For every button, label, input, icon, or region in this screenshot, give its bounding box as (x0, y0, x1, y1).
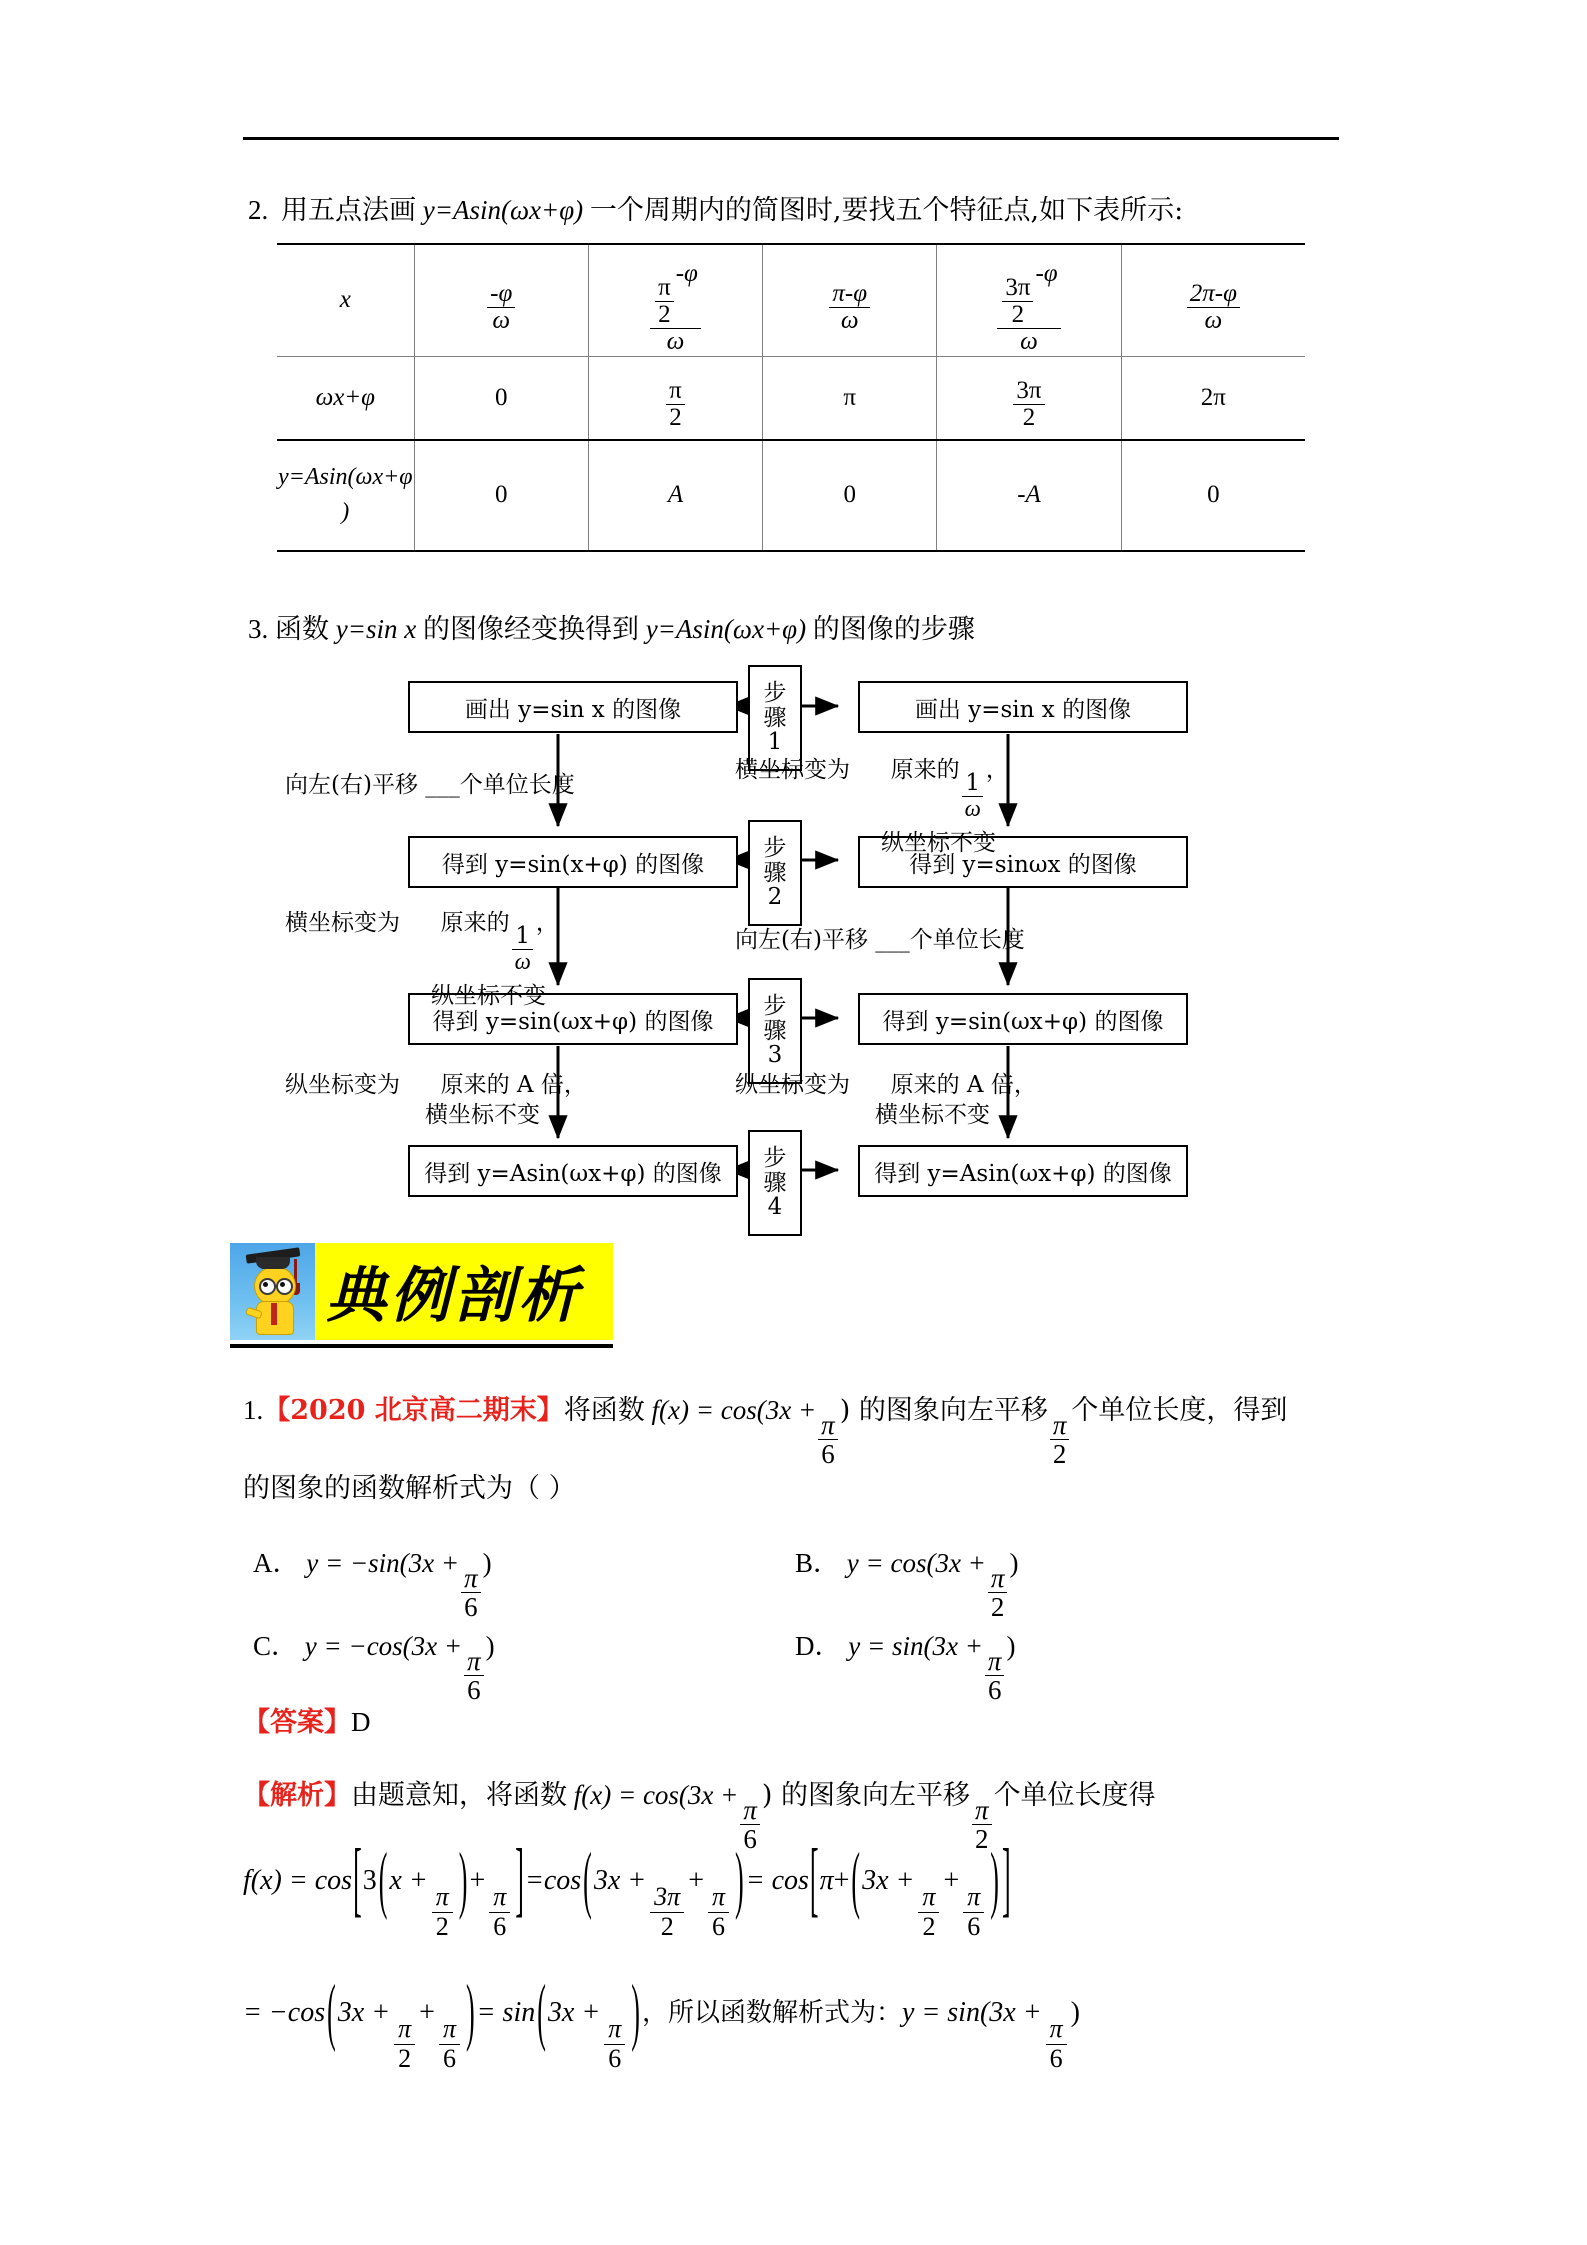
step-char-2: 骤 (763, 704, 787, 731)
flow-left-label-1 (285, 770, 575, 800)
analysis-function: f(x) = cos(3x + (573, 1780, 739, 1810)
flow-right-label-1-line1 (735, 755, 1009, 820)
fraction-denominator: ω (964, 795, 981, 821)
option-d-expr: y = sin(3x + (848, 1631, 983, 1661)
header-rule (243, 137, 1339, 140)
step-char-1: 步 (763, 1144, 787, 1171)
flow-right-box-3-label: 得到 y=sin(ωx+φ) 的图像 (882, 1008, 1164, 1035)
fraction-denominator: 2 (975, 1823, 989, 1854)
table-cell (1121, 440, 1305, 551)
fraction-denominator: 6 (608, 2043, 622, 2073)
x-label: x (339, 286, 351, 314)
table-cell (414, 440, 588, 551)
fraction-denominator: 2 (435, 1911, 449, 1941)
glasses-left-icon (259, 1278, 276, 1295)
flow-left-label-2-a: 横坐标变为 (285, 910, 400, 936)
table-cell-row-label (277, 440, 414, 551)
cell-value: 2π (1200, 383, 1226, 411)
deriv1-plus3: + (833, 1865, 850, 1896)
option-a-expr: y = −sin(3x + (306, 1548, 460, 1578)
inner-tail: -φ (675, 259, 698, 287)
flow-left-label-3-line2: 横坐标不变 (425, 1102, 540, 1129)
cell-value: -A (1017, 481, 1041, 508)
fraction-denominator: ω (1020, 327, 1038, 355)
row-label-line2: ) (341, 499, 350, 525)
section-3-text-after: 的图像的步骤 (812, 614, 975, 645)
flow-left-box-4-label: 得到 y=Asin(ωx+φ) 的图像 (424, 1160, 722, 1187)
section-3-formula-2: y=Asin(ωx+φ) (645, 614, 807, 644)
option-a-key: A． (253, 1548, 300, 1578)
fraction (394, 2016, 415, 2072)
fraction-denominator: ω (666, 327, 685, 355)
fraction (666, 378, 685, 431)
deriv1-pi: π (819, 1865, 834, 1896)
flow-right-box-4 (858, 1145, 1188, 1197)
fraction-denominator: 2 (398, 2043, 412, 2073)
answer-line (243, 1700, 371, 1739)
fraction-numerator: π (1050, 1411, 1070, 1440)
fraction-denominator: 6 (442, 2043, 456, 2073)
row-label: ωx+φ (315, 383, 376, 411)
flow-right-label-2 (735, 925, 1025, 955)
cell-value: 0 (843, 481, 856, 508)
deriv2-final: y = sin(3x + (901, 1997, 1042, 2028)
flow-right-box-2-label: 得到 y=sinωx 的图像 (909, 851, 1137, 878)
fraction-numerator: π (740, 1796, 760, 1825)
fraction-denominator: 6 (493, 1911, 507, 1941)
deriv2-tail-cn: ，所以函数解析式为： (641, 1998, 902, 2028)
fraction-numerator: π (439, 2016, 460, 2045)
flow-left-box-2 (408, 836, 738, 888)
section-2-text-before: 用五点法画 (281, 195, 416, 226)
fraction-denominator: 2 (922, 1911, 936, 1941)
fraction (829, 281, 870, 334)
fraction-denominator: 6 (464, 1591, 478, 1622)
cell-value: A (667, 481, 684, 508)
paren-close: ) (735, 1837, 744, 1922)
table-cell (588, 356, 762, 440)
cell-value: 0 (494, 481, 508, 508)
fraction-numerator: 3π (1013, 378, 1044, 405)
section-3-text-before: 函数 (275, 614, 329, 645)
fraction (487, 281, 515, 334)
flow-right-box-1-label: 画出 y=sin x 的图像 (914, 696, 1132, 723)
option-c-expr: y = −cos(3x + (304, 1631, 463, 1661)
step-box-3 (748, 978, 802, 1084)
deriv2-3x2: 3x + (547, 1997, 601, 2028)
flow-left-label-3 (285, 1070, 587, 1131)
derivation-line-1 (243, 1833, 1012, 1941)
fraction (1050, 1411, 1070, 1468)
inner-fraction (655, 275, 674, 328)
cell-value: 0 (1207, 481, 1220, 508)
fraction-denominator: ω (514, 948, 531, 974)
fraction-numerator: π (432, 1884, 453, 1913)
flow-left-box-1 (408, 681, 738, 733)
fraction-numerator: π (464, 1647, 484, 1676)
option-d[interactable] (795, 1624, 1015, 1704)
pupil-right (280, 1282, 285, 1287)
cell-value: π (843, 383, 857, 411)
example-stem-p3: 个单位长度，得到 (1071, 1395, 1288, 1426)
paren-close: ) (465, 1969, 475, 2054)
fraction-numerator: π (394, 2016, 415, 2045)
fraction-numerator: -φ (487, 281, 515, 308)
fraction (1013, 378, 1044, 431)
fraction-denominator: 2 (1052, 1438, 1067, 1469)
flow-left-label-3-a: 纵坐标变为 (285, 1072, 400, 1098)
option-a-close: ) (482, 1548, 492, 1578)
table-row (277, 440, 1305, 551)
table-cell (414, 356, 588, 440)
option-d-key: D． (795, 1631, 842, 1661)
step-number: 4 (767, 1194, 783, 1221)
fraction-denominator: 6 (1049, 2043, 1063, 2073)
section-3-number: 3. (248, 614, 269, 644)
fraction-numerator: π (708, 1884, 729, 1913)
flow-right-label-3 (735, 1070, 1037, 1131)
paren-open: ( (327, 1969, 336, 2054)
cell-value: 0 (494, 383, 508, 411)
fraction-denominator: 6 (743, 1823, 757, 1854)
fraction-denominator: 2 (669, 404, 682, 432)
deriv1-3x2: 3x + (862, 1865, 915, 1896)
table-cell (588, 440, 762, 551)
fraction-numerator: π-φ (829, 281, 870, 308)
deriv2-lead: = −cos (243, 1997, 326, 2028)
deriv2-3x: 3x + (337, 1997, 391, 2028)
fraction-numerator (650, 261, 701, 329)
fraction (650, 1884, 684, 1940)
step-char-2: 骤 (763, 859, 787, 886)
fraction-denominator: 2 (660, 1911, 674, 1941)
fraction (918, 1884, 939, 1940)
option-b-key: B． (795, 1548, 841, 1578)
fraction (461, 1564, 481, 1621)
section-2-number: 2. (248, 195, 269, 225)
deriv1-plus: + (469, 1865, 486, 1896)
table-cell (588, 244, 762, 356)
step-char-2: 骤 (763, 1169, 787, 1196)
table-row (277, 356, 1305, 440)
fraction-numerator: π (666, 378, 685, 405)
fraction (963, 1884, 984, 1940)
table-cell (937, 440, 1121, 551)
option-c-key: C． (253, 1631, 299, 1661)
fraction-numerator: π (461, 1564, 481, 1593)
fraction-numerator: 1 (962, 772, 983, 797)
banner-underline (230, 1344, 613, 1348)
inner-den: 2 (658, 300, 671, 328)
fraction-denominator: 6 (712, 1911, 726, 1941)
flow-left-label-2-b: 原来的 (440, 910, 510, 936)
answer-value: D (351, 1707, 371, 1737)
fraction-denominator: 6 (967, 1911, 981, 1941)
flow-right-label-1 (735, 755, 1009, 859)
analysis-label: 【解析】 (243, 1780, 351, 1811)
fraction-numerator: π (1046, 2016, 1067, 2045)
section-3-formula-1: y=sin x (335, 614, 417, 644)
fraction-numerator: π (988, 1564, 1008, 1593)
step-char-2: 骤 (763, 1017, 787, 1044)
flow-right-label-1-b: 原来的 (890, 757, 960, 783)
table-cell (937, 244, 1121, 356)
deriv1-plus2: + (688, 1865, 704, 1896)
flow-right-label-3-line1 (735, 1070, 1037, 1100)
example-stem-p1: 将函数 (563, 1395, 645, 1426)
fraction (489, 1884, 510, 1940)
fraction-numerator: π (489, 1884, 510, 1913)
section-3-heading (248, 607, 975, 646)
fraction-denominator: 2 (990, 1591, 1005, 1622)
analysis-text-1: 由题意知，将函数 (351, 1780, 567, 1811)
fraction (1187, 281, 1240, 334)
flow-left-label-2-tail: ， (535, 910, 559, 936)
flow-right-label-1-tail: ， (985, 757, 1009, 783)
step-number: 2 (767, 884, 783, 911)
flow-right-box-1 (858, 681, 1188, 733)
example-stem-line-1 (243, 1388, 1287, 1468)
bracket-close: ] (1001, 1833, 1011, 1926)
fraction-denominator: ω (492, 307, 511, 335)
deriv1-3x: 3x + (593, 1865, 647, 1896)
deriv2-final-end: ) (1070, 1997, 1080, 2028)
fraction-denominator: 6 (467, 1674, 481, 1705)
table-cell (763, 244, 937, 356)
banner-title: 典例剖析 (326, 1261, 582, 1331)
step-number: 1 (767, 729, 783, 756)
deriv1-three: 3 (362, 1865, 377, 1896)
step-char-1: 步 (763, 679, 787, 706)
fraction (1046, 2016, 1067, 2072)
fraction-numerator: π (818, 1411, 838, 1440)
flow-left-label-2 (285, 908, 559, 1012)
paren-open: ( (537, 1969, 546, 2054)
bracket-open: [ (353, 1833, 362, 1926)
option-c[interactable] (253, 1624, 495, 1704)
example-source-tag: 【2020 北京高二期末】 (263, 1395, 564, 1426)
five-point-table (277, 243, 1305, 552)
flow-left-label-2-line1 (285, 908, 559, 973)
fraction (997, 261, 1060, 355)
option-c-close: ) (485, 1631, 495, 1661)
fraction (432, 1884, 453, 1940)
fraction (464, 1647, 484, 1704)
deriv1-x-plus: x + (389, 1865, 428, 1896)
option-b-expr: y = cos(3x + (846, 1548, 986, 1578)
inline-fraction (962, 769, 984, 821)
fraction-numerator: 3π (650, 1884, 684, 1913)
fraction (708, 1884, 729, 1940)
section-2-heading (248, 188, 1183, 227)
graduate-mascot-icon (230, 1243, 315, 1340)
example-number: 1. (243, 1395, 264, 1425)
row-label-line1: y=Asin(ωx+φ (278, 464, 413, 491)
table-cell (763, 440, 937, 551)
table-row (277, 244, 1305, 356)
bracket-close: ] (515, 1833, 524, 1926)
fraction-numerator: π (604, 2016, 625, 2045)
analysis-text-3: 个单位长度得 (993, 1780, 1156, 1811)
flow-right-label-3-line2: 横坐标不变 (875, 1102, 990, 1129)
inline-fraction (512, 922, 534, 974)
deriv1-eq1: =cos (524, 1865, 582, 1896)
inner-num: 3π (1002, 275, 1033, 302)
derivation-line-2 (243, 1969, 1080, 2073)
section-3-text-mid: 的图像经变换得到 (422, 614, 639, 645)
deriv2-eq: = sin (476, 1997, 536, 2028)
paren-open: ( (378, 1837, 388, 1922)
cap-crown-icon (256, 1257, 290, 1269)
step-box-4 (748, 1130, 802, 1236)
flow-right-label-3-b: 原来的 A 倍， (890, 1072, 1037, 1098)
fraction-numerator: π (918, 1884, 939, 1913)
paren-open: ( (583, 1837, 592, 1922)
table-cell-x-label (277, 244, 414, 356)
deriv1-plus4: + (943, 1865, 960, 1896)
example-stem-line-2: 的图象的函数解析式为（ ） (243, 1473, 576, 1504)
section-2-text-after: 一个周期内的简图时,要找五个特征点,如下表所示: (589, 195, 1184, 226)
option-b-close: ) (1009, 1548, 1019, 1578)
fraction (985, 1647, 1005, 1704)
option-a[interactable] (253, 1541, 492, 1621)
table-cell-row-label (277, 356, 414, 440)
flow-left-label-3-b: 原来的 A 倍， (440, 1072, 587, 1098)
paren-open: ( (851, 1837, 861, 1922)
flow-left-box-1-label: 画出 y=sin x 的图像 (464, 696, 682, 723)
flow-right-label-3-a: 纵坐标变为 (735, 1072, 850, 1098)
step-char-1: 步 (763, 834, 787, 861)
step-number: 3 (767, 1042, 783, 1069)
inner-fraction (1002, 275, 1033, 328)
fraction (988, 1564, 1008, 1621)
fraction (439, 2016, 460, 2072)
table-cell (937, 356, 1121, 440)
flow-right-label-1-line2: 纵坐标不变 (881, 830, 996, 857)
section-2-formula: y=Asin(ωx+φ) (422, 195, 584, 225)
fraction (650, 261, 701, 355)
bracket-open: [ (809, 1833, 819, 1926)
flow-right-label-2-text: 向左(右)平移 ___个单位长度 (735, 927, 1025, 953)
deriv1-eq2: = cos (745, 1865, 809, 1896)
flow-right-box-3 (858, 993, 1188, 1045)
flow-left-box-4 (408, 1145, 738, 1197)
fraction (604, 2016, 625, 2072)
fraction-denominator: 6 (987, 1674, 1002, 1705)
table-cell (1121, 244, 1305, 356)
analysis-text-2: ) 的图象向左平移 (761, 1780, 971, 1811)
deriv1-lead: f(x) = cos (243, 1865, 353, 1896)
fraction-numerator: π (972, 1796, 992, 1825)
inner-tail: -φ (1035, 259, 1058, 287)
fraction-denominator: 2 (1022, 404, 1036, 432)
fraction-denominator: 6 (821, 1438, 835, 1469)
example-stem-p2: ) 的图象向左平移 (839, 1395, 1048, 1426)
table-cell (1121, 356, 1305, 440)
fraction-numerator: π (963, 1884, 984, 1913)
step-char-1: 步 (763, 992, 787, 1019)
fraction-numerator: 2π-φ (1187, 281, 1240, 308)
pupil-left (263, 1282, 268, 1287)
flow-left-box-3-label: 得到 y=sin(ωx+φ) 的图像 (432, 1008, 714, 1035)
glasses-right-icon (276, 1278, 293, 1295)
flow-left-label-2-line2: 纵坐标不变 (431, 983, 546, 1010)
fraction-numerator: 1 (512, 925, 533, 950)
deriv2-plus: + (419, 1997, 435, 2028)
inner-num: π (655, 275, 674, 302)
paren-close: ) (631, 1969, 640, 2054)
fraction (972, 1796, 992, 1853)
flow-left-box-2-label: 得到 y=sin(x+φ) 的图像 (441, 851, 705, 878)
flow-right-box-4-label: 得到 y=Asin(ωx+φ) 的图像 (874, 1160, 1172, 1187)
example-stem-function: f(x) = cos(3x + (651, 1395, 817, 1425)
fraction-numerator (997, 261, 1060, 329)
flow-right-label-1-a: 横坐标变为 (735, 757, 850, 783)
paren-close: ) (990, 1837, 999, 1922)
table-cell (763, 356, 937, 440)
fraction-numerator: π (985, 1647, 1005, 1676)
option-b[interactable] (795, 1541, 1018, 1621)
answer-label: 【答案】 (243, 1707, 351, 1738)
inner-den: 2 (1011, 300, 1025, 328)
table-cell (414, 244, 588, 356)
fraction-denominator: ω (1204, 307, 1223, 335)
fraction-denominator: ω (840, 307, 859, 335)
flow-left-label-1-text: 向左(右)平移 ___个单位长度 (285, 772, 575, 798)
option-d-close: ) (1006, 1631, 1016, 1661)
paren-close: ) (458, 1837, 468, 1922)
row-label-wrap (278, 460, 413, 530)
flow-left-label-3-line1 (285, 1070, 587, 1100)
tie-icon (271, 1303, 277, 1325)
fraction (818, 1411, 838, 1468)
